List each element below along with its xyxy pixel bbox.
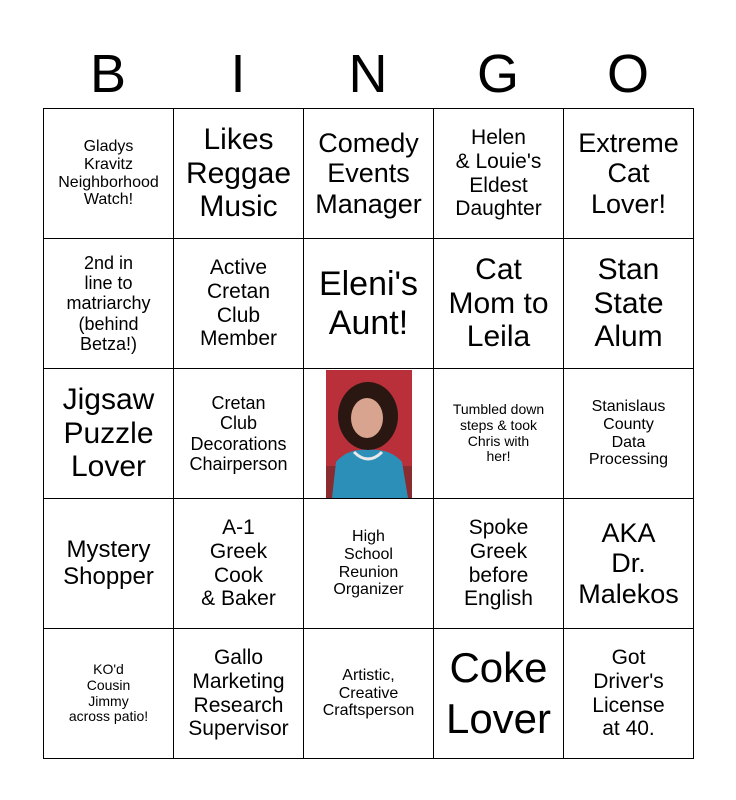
bingo-cell-r2-c1[interactable]: 2nd in line to matriarchy (behind Betza!) <box>44 239 174 369</box>
bingo-cell-r3-c2[interactable]: Cretan Club Decorations Chairperson <box>174 369 304 499</box>
header-letter-b: B <box>89 44 127 104</box>
bingo-cell-r4-c3[interactable]: High School Reunion Organizer <box>304 499 434 629</box>
header-letter-g: G <box>476 44 519 104</box>
bingo-cell-r4-c1[interactable]: Mystery Shopper <box>44 499 174 629</box>
bingo-cell-r2-c3[interactable]: Eleni's Aunt! <box>304 239 434 369</box>
header-letter-i: I <box>230 44 246 104</box>
bingo-cell-r5-c5[interactable]: Got Driver's License at 40. <box>564 629 694 759</box>
bingo-cell-r5-c1[interactable]: KO'd Cousin Jimmy across patio! <box>44 629 174 759</box>
bingo-cell-r4-c4[interactable]: Spoke Greek before English <box>434 499 564 629</box>
bingo-cell-r2-c2[interactable]: Active Cretan Club Member <box>174 239 304 369</box>
bingo-cell-r2-c5[interactable]: Stan State Alum <box>564 239 694 369</box>
bingo-cell-r3-c4[interactable]: Tumbled down steps & took Chris with her! <box>434 369 564 499</box>
bingo-cell-r1-c2[interactable]: Likes Reggae Music <box>174 109 304 239</box>
header-letter-n: N <box>348 44 388 104</box>
bingo-cell-r5-c4[interactable]: Coke Lover <box>434 629 564 759</box>
bingo-cell-r1-c4[interactable]: Helen & Louie's Eldest Daughter <box>434 109 564 239</box>
bingo-cell-r1-c5[interactable]: Extreme Cat Lover! <box>564 109 694 239</box>
photo-face <box>351 398 383 438</box>
free-space-cell[interactable] <box>304 369 434 499</box>
bingo-cell-r5-c2[interactable]: Gallo Marketing Research Supervisor <box>174 629 304 759</box>
bingo-cell-r1-c1[interactable]: Gladys Kravitz Neighborhood Watch! <box>44 109 174 239</box>
bingo-cell-r3-c1[interactable]: Jigsaw Puzzle Lover <box>44 369 174 499</box>
bingo-header <box>43 40 693 108</box>
bingo-cell-r5-c3[interactable]: Artistic, Creative Craftsperson <box>304 629 434 759</box>
portrait-photo-icon <box>326 370 412 498</box>
bingo-cell-r1-c3[interactable]: Comedy Events Manager <box>304 109 434 239</box>
bingo-cell-r2-c4[interactable]: Cat Mom to Leila <box>434 239 564 369</box>
bingo-cell-r3-c5[interactable]: Stanislaus County Data Processing <box>564 369 694 499</box>
header-letter-o: O <box>606 44 649 104</box>
photo-dress <box>332 449 408 497</box>
bingo-cell-r4-c5[interactable]: AKA Dr. Malekos <box>564 499 694 629</box>
bingo-board <box>43 108 694 759</box>
bingo-cell-r4-c2[interactable]: A-1 Greek Cook & Baker <box>174 499 304 629</box>
